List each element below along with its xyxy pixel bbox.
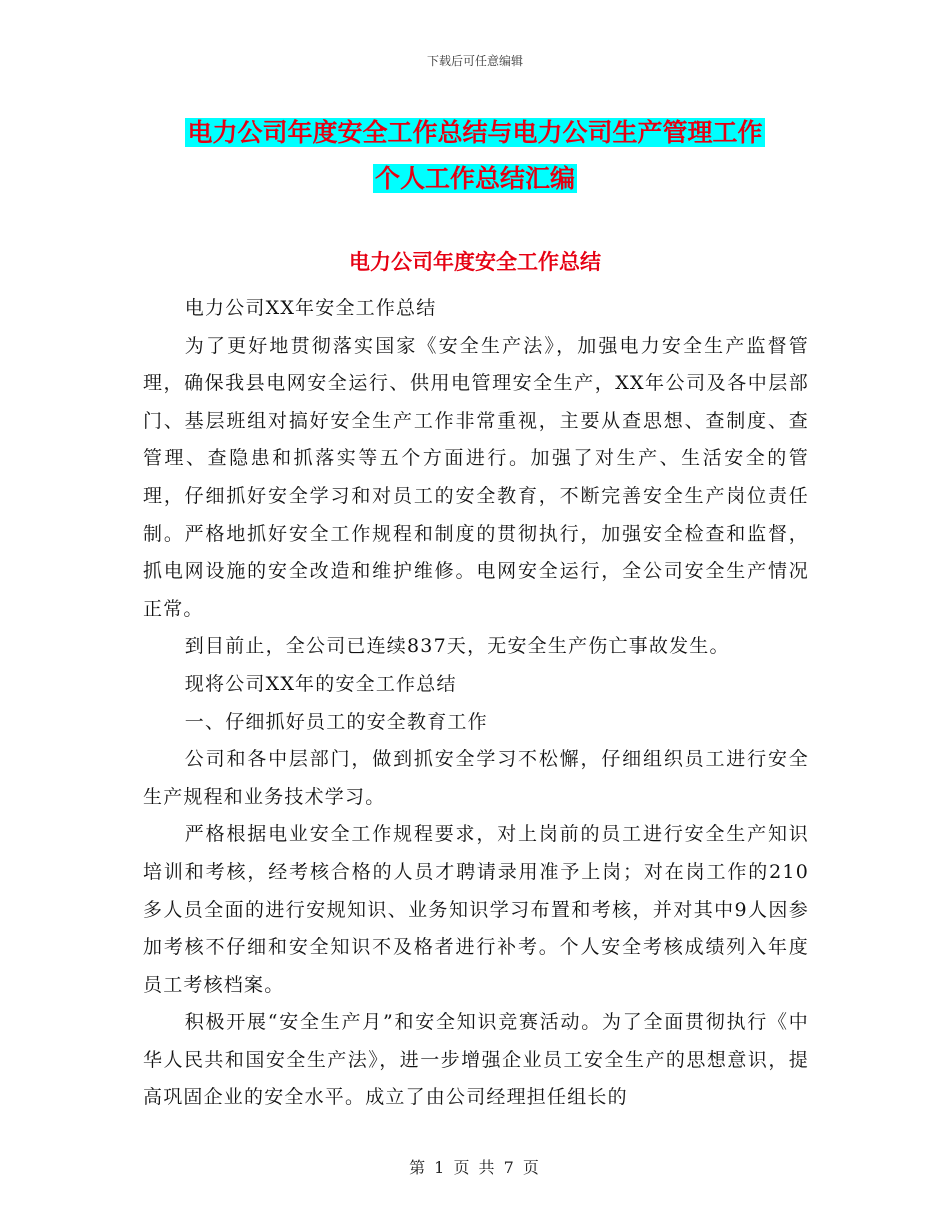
document-title-line-2 — [0, 156, 950, 202]
paragraph: 积极开展“安全生产月”和安全知识竞赛活动。为了全面贯彻执行《中华人民共和国安全生产法》，进一步增强企业员工安全生产的思想意识，提高巩固企业的安全水平。成立了由公司经理担任组长的 — [143, 1011, 809, 1109]
paragraph: 现将公司XX年的安全工作总结 — [184, 672, 457, 695]
paragraph: 为了更好地贯彻落实国家《安全生产法》，加强电力安全生产监督管理，确保我县电网安全运行、供用电管理安全生产，XX年公司及各中层部门、基层班组对搞好安全生产工作非常重视，主要从查思想、查制度、查管理、查隐患和抓落实等五个方面进行。加强了对生产、生活安全的管理，仔细抓好安全学习和对员工的安全教育，不断完善安全生产岗位责任制。严格地抓好安全工作规程和制度的贯彻执行，加强安全检查和监督，抓电网设施的安全改造和维护维修。电网安全运行，全公司安全生产情况正常。 — [143, 334, 809, 620]
document-title — [0, 110, 950, 202]
header-note: 下载后可任意编辑 — [426, 54, 523, 68]
paragraph: 到目前止，全公司已连续837天，无安全生产伤亡事故发生。 — [184, 635, 730, 658]
body-text — [143, 290, 809, 1117]
paragraph: 严格根据电业安全工作规程要求，对上岗前的员工进行安全生产知识培训和考核，经考核合格的人员才聘请录用准予上岗；对在岗工作的210多人员全面的进行安规知识、业务知识学习布置和考核，并对其中9人因参加考核不仔细和安全知识不及格者进行补考。个人安全考核成绩列入年度员工考核档案。 — [143, 823, 809, 996]
paragraph: 电力公司XX年安全工作总结 — [184, 297, 437, 319]
page-footer: 第 1 页 共 7 页 — [409, 1158, 541, 1177]
document-title-line-2-text: 个人工作总结汇编 — [374, 164, 575, 193]
section-title: 电力公司年度安全工作总结 — [349, 250, 601, 274]
paragraph: 公司和各中层部门，做到抓安全学习不松懈，仔细组织员工进行安全生产规程和业务技术学习。 — [143, 748, 809, 808]
document-title-line-1-text: 电力公司年度安全工作总结与电力公司生产管理工作 — [187, 118, 763, 147]
paragraph: 一、仔细抓好员工的安全教育工作 — [184, 710, 488, 733]
document-title-line-1 — [0, 110, 950, 156]
